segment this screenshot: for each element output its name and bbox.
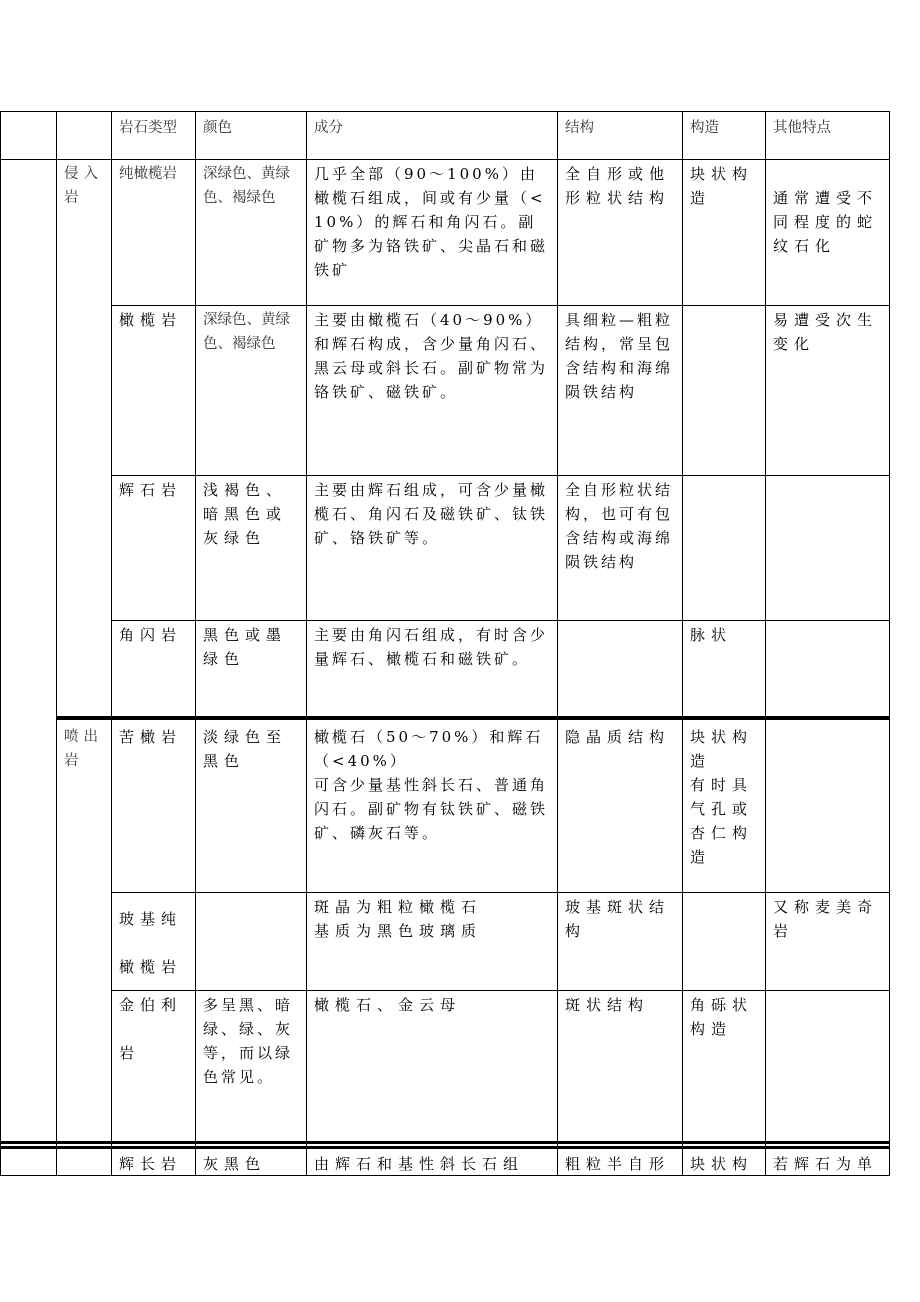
- row-5-name: 苦橄岩: [119, 728, 183, 746]
- row-2-name: 橄榄岩: [119, 311, 183, 329]
- col-line-5: [557, 111, 558, 1176]
- row-7-color: 多呈黑、暗绿、绿、灰等，而以绿色常见。: [203, 996, 294, 1086]
- row-2-texture: 具细粒—粗粒结构，常呈包含结构和海绵陨铁结构: [565, 311, 674, 401]
- row-2-color: 深绿色、黄绿色、褐绿色: [203, 312, 290, 352]
- row-5-composition: 橄榄石（50～70%）和辉石（<40%） 可含少量基性斜长石、普通角闪石。副矿物有钛铁矿、磁铁矿、磷灰石等。: [314, 728, 549, 842]
- header-other: 其他特点: [773, 120, 831, 136]
- row-1-structure: 块状构造: [690, 165, 754, 207]
- rule-row6: [111, 990, 890, 991]
- row-3-texture: 全自形粒状结构，也可有包含结构或海绵陨铁结构: [565, 481, 674, 571]
- group-intrusive: 侵入岩: [64, 166, 103, 206]
- header-structure: 构造: [690, 120, 719, 136]
- row-8-name: 辉长岩: [119, 1155, 183, 1173]
- group-extrusive: 喷出岩: [64, 729, 103, 769]
- row-2-composition: 主要由橄榄石（40～90%）和辉石构成，含少量角闪石、黑云母或斜长石。副矿物常为铬铁矿、磁铁矿。: [314, 311, 549, 401]
- rule-row3: [111, 620, 890, 621]
- row-6-other: 又称麦美奇岩: [773, 898, 879, 940]
- row-7-texture: 斑状结构: [565, 996, 650, 1014]
- header-color: 颜色: [203, 120, 232, 136]
- row-7-structure: 角砾状构造: [690, 996, 754, 1038]
- row-1-name: 纯橄榄岩: [119, 166, 177, 182]
- row-5-color: 淡绿色至黑色: [203, 728, 288, 770]
- row-4-color: 黑色或墨绿色: [203, 626, 288, 668]
- rule-double-1: [0, 1141, 890, 1144]
- row-1-composition: 几乎全部（90～100%）由橄榄石组成，间或有少量（<10%）的辉石和角闪石。副矿物多为铬铁矿、尖晶石和磁铁矿: [314, 165, 549, 279]
- row-3-composition: 主要由辉石组成，可含少量橄榄石、角闪石及磁铁矿、钛铁矿、铬铁矿等。: [314, 481, 549, 547]
- rule-row1: [111, 305, 890, 306]
- row-7-composition: 橄榄石、金云母: [314, 996, 462, 1014]
- rule-row2: [111, 475, 890, 476]
- row-8-other: 若辉石为单: [773, 1155, 879, 1173]
- row-2-other: 易遭受次生变化: [773, 311, 879, 353]
- row-6-texture: 玻基斑状结构: [565, 898, 671, 940]
- row-1-texture: 全自形或他形粒状结构: [565, 165, 671, 207]
- row-1-other: 通常遭受不同程度的蛇纹石化: [773, 189, 879, 255]
- rule-double-2: [0, 1146, 890, 1149]
- row-6-composition: 斑晶为粗粒橄榄石 基质为黑色玻璃质: [314, 898, 483, 940]
- rule-top: [0, 111, 890, 112]
- col-line-8: [889, 111, 890, 1176]
- col-line-3: [195, 111, 196, 1176]
- row-8-texture: 粗粒半自形: [565, 1155, 671, 1173]
- col-line-2: [111, 111, 112, 1176]
- rule-header: [0, 159, 890, 160]
- row-4-structure: 脉状: [690, 626, 733, 644]
- row-4-name: 角闪岩: [119, 626, 183, 644]
- row-8-composition: 由辉石和基性斜长石组: [314, 1155, 525, 1173]
- row-7-name: 金伯利岩: [119, 996, 183, 1062]
- col-line-0: [0, 111, 1, 1176]
- row-3-color: 浅褐色、暗黑色或灰绿色: [203, 481, 288, 547]
- row-4-composition: 主要由角闪石组成，有时含少量辉石、橄榄石和磁铁矿。: [314, 626, 549, 668]
- row-8-structure: 块状构: [690, 1155, 754, 1173]
- row-3-name: 辉石岩: [119, 481, 183, 499]
- row-5-texture: 隐晶质结构: [565, 728, 671, 746]
- row-5-structure: 块状构造 有时具气孔或杏仁构造: [690, 728, 754, 866]
- row-6-name: 玻基纯橄榄岩: [119, 910, 183, 976]
- header-composition: 成分: [314, 120, 343, 136]
- rule-row5: [111, 892, 890, 893]
- header-rock-type: 岩石类型: [119, 120, 177, 136]
- row-1-color: 深绿色、黄绿色、褐绿色: [203, 166, 290, 206]
- header-texture: 结构: [565, 120, 594, 136]
- row-8-color: 灰黑色: [203, 1155, 267, 1173]
- col-line-1: [56, 111, 57, 1176]
